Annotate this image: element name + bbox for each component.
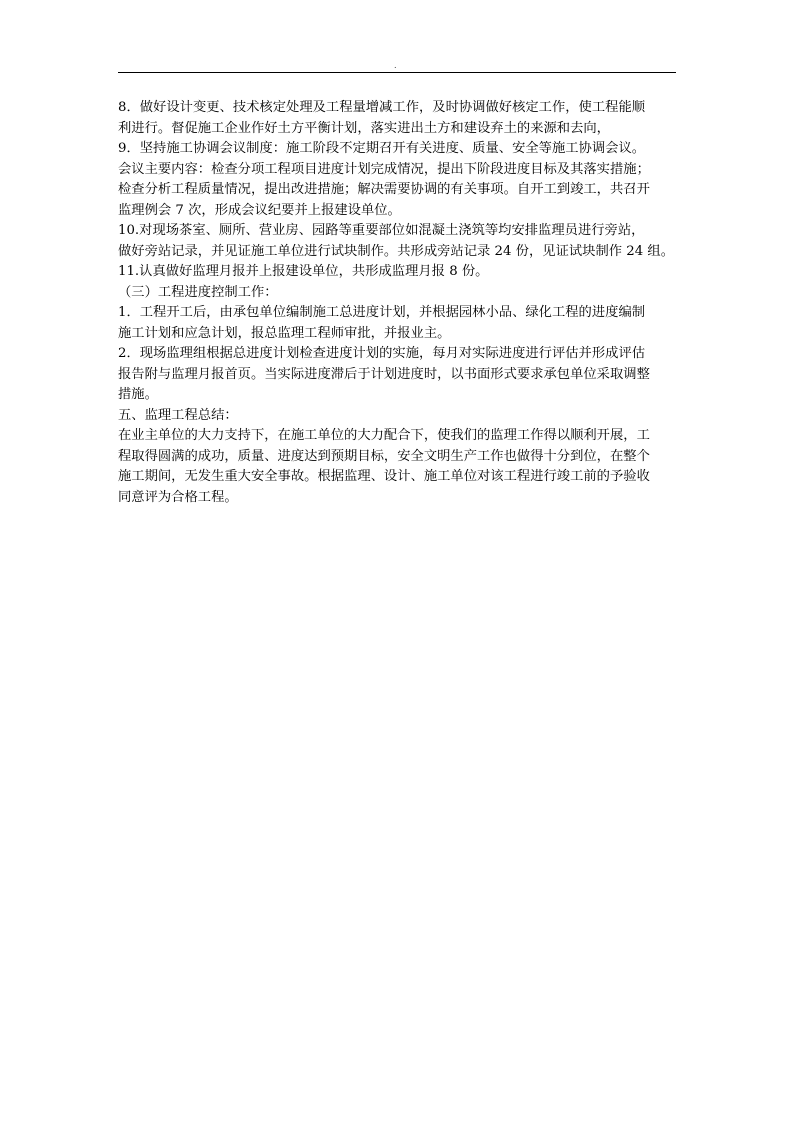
body-line: 做好旁站记录，并见证施工单位进行试块制作。共形成旁站记录 24 份，见证试块制作 24 组。 — [118, 243, 675, 259]
body-line: 9．坚持施工协调会议制度：施工阶段不定期召开有关进度、质量、安全等施工协调会议。 — [118, 141, 646, 156]
section-heading: 五、监理工程总结： — [118, 407, 238, 423]
body-line: 程取得圆满的成功，质量、进度达到预期目标，安全文明生产工作也做得十分到位，在整个 — [118, 448, 650, 464]
body-line: 会议主要内容：检查分项工程项目进度计划完成情况，提出下阶段进度目标及其落实措施； — [118, 161, 650, 177]
body-line: 8．做好设计变更、技术核定处理及工程量增减工作，及时协调做好核定工作，使工程能顺 — [118, 100, 646, 115]
body-line: 11.认真做好监理月报并上报建设单位，共形成监理月报 8 份。 — [118, 264, 489, 279]
body-line: 检查分析工程质量情况，提出改进措施；解决需要协调的有关事项。自开工到竣工，共召开 — [118, 182, 650, 197]
body-line: 1．工程开工后，由承包单位编制施工总进度计划，并根据园林小品、绿化工程的进度编制 — [118, 305, 646, 320]
header-rule — [118, 72, 676, 73]
body-line: 利进行。督促施工企业作好土方平衡计划，落实进出土方和建设弃土的来源和去向， — [118, 120, 610, 136]
body-line: 在业主单位的大力支持下，在施工单位的大力配合下，使我们的监理工作得以顺利开展，工 — [118, 428, 650, 443]
body-line: 10.对现场茶室、厕所、营业房、园路等重要部位如混凝土浇筑等均安排监理员进行旁站， — [118, 223, 645, 238]
body-line: 监理例会 7 次，形成会议纪要并上报建设单位。 — [118, 202, 401, 218]
body-line: 措施。 — [118, 387, 158, 402]
body-line: 施工计划和应急计划，报总监理工程师审批，并报业主。 — [118, 325, 451, 341]
header-mark: . — [394, 61, 397, 70]
section-heading: （三）工程进度控制工作： — [118, 284, 278, 300]
body-line: 报告附与监理月报首页。当实际进度滞后于计划进度时，以书面形式要求承包单位采取调整 — [118, 366, 650, 382]
body-line: 2．现场监理组根据总进度计划检查进度计划的实施，每月对实际进度进行评估并形成评估 — [118, 346, 646, 361]
body-line: 同意评为合格工程。 — [118, 489, 238, 505]
document-body — [118, 98, 678, 508]
body-line: 施工期间，无发生重大安全事故。根据监理、设计、施工单位对该工程进行竣工前的予验收 — [118, 469, 650, 484]
